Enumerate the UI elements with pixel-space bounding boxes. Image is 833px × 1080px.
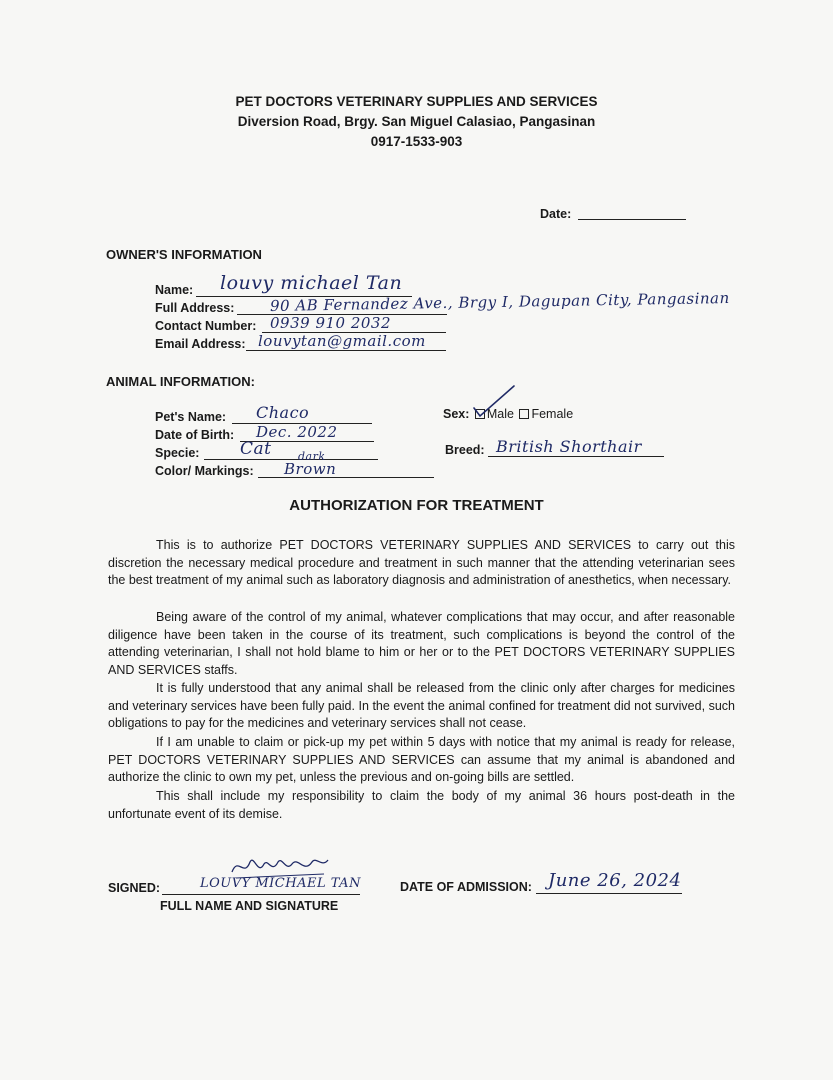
dob-value[interactable]: Dec. 2022: [256, 423, 338, 441]
sex-label: Sex:: [443, 407, 470, 421]
breed-value[interactable]: British Shorthair: [496, 437, 642, 456]
business-name: PET DOCTORS VETERINARY SUPPLIES AND SERVICES: [235, 94, 598, 109]
business-address: Diversion Road, Brgy. San Miguel Calasiao, Pangasinan: [237, 114, 596, 129]
authorization-title: AUTHORIZATION FOR TREATMENT: [289, 497, 544, 514]
sex-male-label: Male: [486, 407, 514, 421]
sex-female-checkbox[interactable]: [519, 409, 529, 419]
breed-line: [488, 456, 664, 457]
pet-name-label: Pet's Name:: [155, 410, 227, 424]
authorization-paragraph-1: This is to authorize PET DOCTORS VETERINARY SUPPLIES AND SERVICES to carry out this discretion the necessary medical procedure and treatment in such manner that the attending veterinarian sees the best treatment of my animal such as laboratory diagnosis and administration of anesthetics, when necessary.: [108, 538, 735, 588]
signature-caption: FULL NAME AND SIGNATURE: [160, 899, 339, 913]
admission-value[interactable]: June 26, 2024: [548, 870, 682, 891]
animal-section-title: ANIMAL INFORMATION:: [106, 374, 255, 389]
owner-address-value[interactable]: 90 AB Fernandez Ave., Brgy I, Dagupan City, Pangasinan: [269, 288, 730, 315]
breed-label: Breed:: [445, 443, 485, 457]
owner-name-value[interactable]: louvy michael Tan: [220, 272, 403, 294]
male-check-mark-icon: [470, 384, 518, 420]
authorization-paragraph-2: Being aware of the control of my animal, whatever complications that may occur, and after reasonable diligence have been taken in the course of its treatment, such complications is beyond the control of the attending veterinarian, I shall not hold blame to him or her or to the PET DOCTORS VETERINARY SUPPLIES AND SERVICES staffs.: [108, 610, 735, 677]
signature-line: [162, 894, 360, 895]
color-value[interactable]: Brown: [284, 460, 337, 478]
owner-contact-value[interactable]: 0939 910 2032: [270, 314, 392, 332]
color-label: Color/ Markings:: [155, 464, 254, 478]
owner-name-label: Name:: [155, 283, 194, 297]
date-line[interactable]: [578, 219, 686, 220]
sex-female-label: Female: [531, 407, 574, 421]
date-label: Date:: [540, 207, 572, 221]
owner-address-label: Full Address:: [155, 301, 235, 315]
owner-section-title: OWNER'S INFORMATION: [106, 247, 262, 262]
authorization-paragraph-5: This shall include my responsibility to claim the body of my animal 36 hours post-death in the unfortunate event of its demise.: [108, 789, 735, 821]
admission-label: DATE OF ADMISSION:: [400, 880, 532, 894]
owner-email-line: [246, 350, 446, 351]
species-value[interactable]: Cat: [240, 439, 272, 459]
business-phone: 0917-1533-903: [370, 134, 463, 149]
authorization-paragraph-3: It is fully understood that any animal shall be released from the clinic only after charges for medicines and veterinary services have been fully paid. In the event the animal confined for treatment did not survived, such obligations to pay for the medicines and veterinary services shall not cease.: [108, 681, 735, 731]
signed-label: SIGNED:: [108, 881, 161, 895]
signed-name-value[interactable]: LOUVY MICHAEL TAN: [200, 876, 361, 891]
color-note-value[interactable]: dark: [298, 450, 326, 463]
owner-contact-label: Contact Number:: [155, 319, 257, 333]
admission-line: [536, 893, 682, 894]
dob-label: Date of Birth:: [155, 428, 235, 442]
species-label: Specie:: [155, 446, 200, 460]
owner-email-label: Email Address:: [155, 337, 246, 351]
owner-email-value[interactable]: louvytan@gmail.com: [258, 332, 426, 350]
pet-name-value[interactable]: Chaco: [256, 403, 310, 422]
authorization-paragraph-4: If I am unable to claim or pick-up my pet within 5 days with notice that my animal is ready for release, PET DOCTORS VETERINARY SUPPLIES AND SERVICES can assume that my animal is abandoned and authorize the clinic to own my pet, unless the previous and on-going bills are settled.: [108, 735, 735, 785]
